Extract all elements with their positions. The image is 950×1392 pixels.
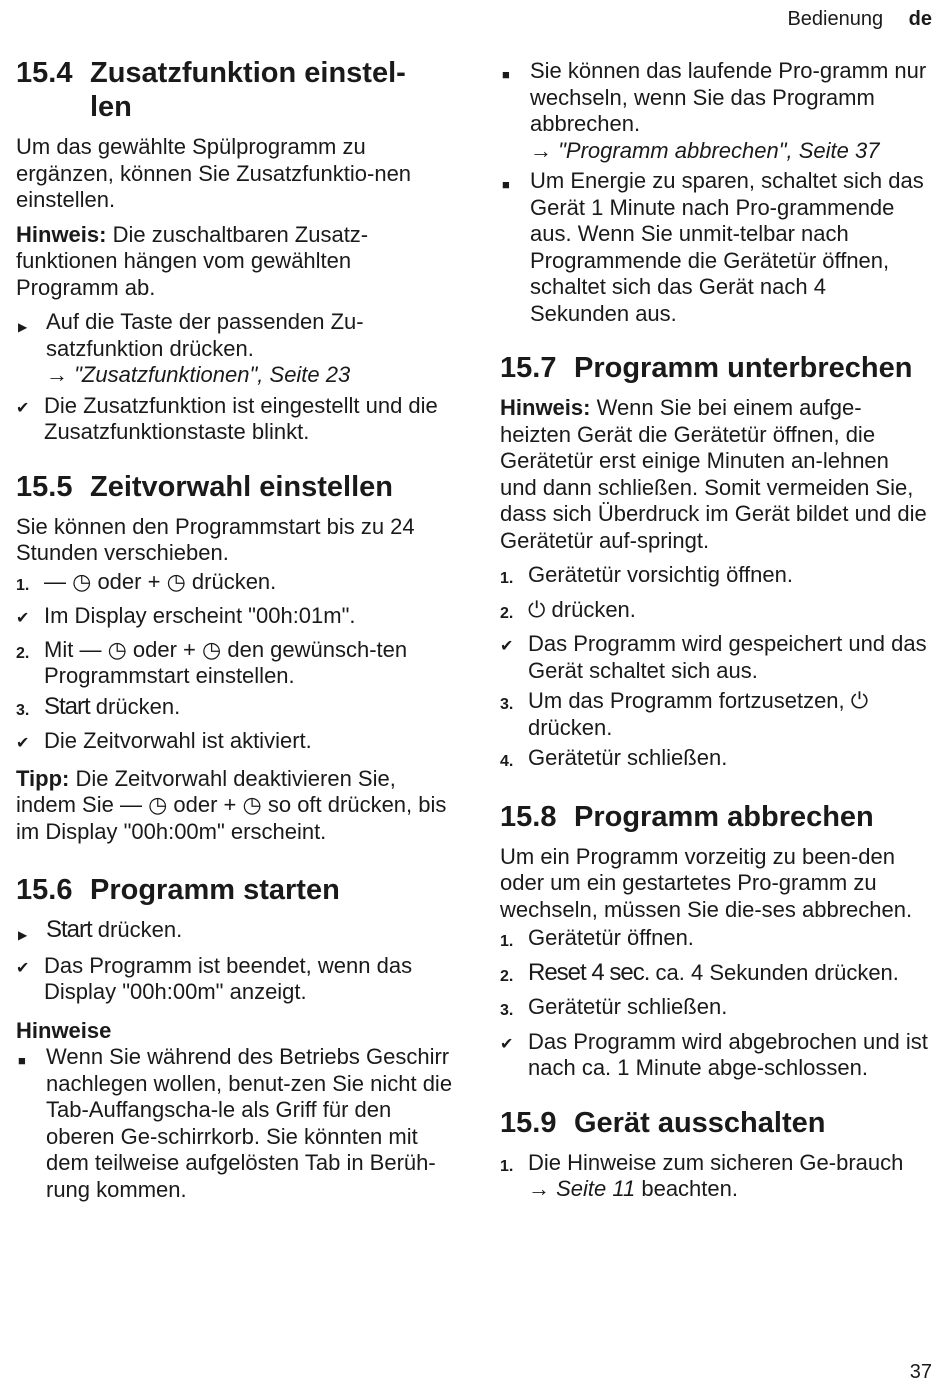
square-bullet-icon: ■ bbox=[502, 67, 510, 82]
check-icon: ✔ bbox=[16, 610, 30, 627]
check-icon: ✔ bbox=[16, 399, 30, 417]
power-icon: ⏻ bbox=[850, 688, 869, 713]
hint-paragraph: Hinweis: Die zuschaltbaren Zusatz-funktionen hängen vom gewählten Programm ab. bbox=[16, 221, 369, 300]
header-language: de bbox=[908, 8, 932, 30]
minus-icon: — bbox=[44, 568, 66, 594]
plus-icon: + bbox=[183, 636, 196, 662]
step-item: 3. Um das Programm fortzusetzen, ⏻ drücken. bbox=[500, 688, 869, 740]
result-item: ✔ Das Programm wird abgebrochen und ist nach ca. 1 Minute abge-schlossen. bbox=[500, 1028, 928, 1080]
paragraph: Um ein Programm vorzeitig zu been-den oder um ein gestartetes Pro-gramm zu wechseln, müssen Sie die-ses abbrechen. bbox=[500, 843, 913, 922]
step-item: 4. Gerätetür schließen. bbox=[500, 745, 728, 770]
right-column bbox=[500, 58, 930, 1207]
arrow-right-icon: → bbox=[528, 1176, 557, 1201]
check-icon: ✔ bbox=[16, 735, 30, 752]
heading-15-6: 15.6 Programm starten bbox=[16, 874, 340, 906]
step-item: 3. Start drücken. bbox=[16, 692, 181, 720]
clock-icon: ◷ bbox=[107, 636, 127, 662]
plus-icon: + bbox=[223, 792, 237, 817]
notes-title: Hinweise bbox=[16, 1017, 112, 1043]
step-item: 1. Gerätetür vorsichtig öffnen. bbox=[500, 562, 793, 587]
minus-icon: — bbox=[79, 636, 102, 662]
start-key-label: Start bbox=[46, 916, 92, 943]
arrow-right-icon: → bbox=[530, 137, 559, 163]
power-icon: ⏻ bbox=[528, 596, 546, 622]
plus-icon: + bbox=[147, 568, 161, 594]
step-item: 2. Mit — ◷ oder + ◷ den gewünsch-ten Programmstart einstellen. bbox=[16, 636, 408, 688]
note-item: ■ Um Energie zu sparen, schaltet sich das Gerät 1 Minute nach Pro-grammende aus. Wenn Sie unmit-telbar nach Programmende die Gerätetür öffnen, schaltet sich das Gerät nach 4 Sekunden aus. bbox=[502, 168, 924, 326]
section-title: Zusatzfunktion einstel- len bbox=[90, 57, 406, 123]
triangle-right-icon: ▶ bbox=[18, 320, 28, 334]
step-item: 1. Gerätetür öffnen. bbox=[500, 925, 694, 950]
arrow-right-icon: → bbox=[46, 362, 75, 387]
minus-icon: — bbox=[119, 792, 142, 817]
paragraph: Sie können den Programmstart bis zu 24 Stunden verschieben. bbox=[16, 513, 415, 565]
clock-icon: ◷ bbox=[202, 636, 222, 662]
result-item: ✔ Das Programm ist beendet, wenn das Display "00h:00m" anzeigt. bbox=[16, 952, 413, 1004]
left-column bbox=[16, 56, 456, 1207]
step-item: 2. Reset 4 sec. ca. 4 Sekunden drücken. bbox=[500, 958, 899, 986]
step-item: 3. Gerätetür schließen. bbox=[500, 994, 728, 1019]
section-number: 15.4 bbox=[16, 57, 73, 89]
heading-15-7: 15.7 Programm unterbrechen bbox=[500, 352, 913, 384]
note-item: ■ Wenn Sie während des Betriebs Geschirr nachlegen wollen, benut-zen Sie nicht die Tab-Auffangscha-le als Griff für den oberen Ge-schirrkorb. Sie könnten mit dem teilweise aufgelösten Tab in Berüh-rung kommen. bbox=[18, 1044, 453, 1202]
page-header bbox=[787, 8, 932, 31]
check-icon: ✔ bbox=[500, 638, 514, 655]
check-icon: ✔ bbox=[500, 1035, 514, 1053]
result-item: ✔ Die Zusatzfunktion ist eingestellt und die Zusatzfunktionstaste blinkt. bbox=[16, 392, 438, 444]
square-bullet-icon: ■ bbox=[18, 1053, 26, 1068]
triangle-right-icon: ▶ bbox=[18, 928, 28, 942]
clock-icon: ◷ bbox=[242, 792, 262, 817]
cross-reference[interactable]: "Zusatzfunktionen", Seite 23 bbox=[74, 362, 351, 387]
clock-icon: ◷ bbox=[72, 568, 92, 594]
cross-reference[interactable]: Seite 11 bbox=[556, 1176, 636, 1201]
check-icon: ✔ bbox=[16, 959, 30, 977]
start-key-label: Start bbox=[44, 692, 90, 720]
clock-icon: ◷ bbox=[148, 792, 168, 817]
heading-15-8: 15.8 Programm abbrechen bbox=[500, 800, 874, 833]
result-item: ✔ Im Display erscheint "00h:01m". bbox=[16, 603, 456, 633]
hint-paragraph: Hinweis: Wenn Sie bei einem aufge-heizten Gerät die Gerätetür öffnen, die Gerätetür erst einige Minuten an-lehnen und dann schließen. Somit vermeiden Sie, dass sich Überdruck im Gerät bildet und die Gerätetür auf-springt. bbox=[500, 395, 927, 553]
header-section: Bedienung bbox=[787, 8, 884, 30]
heading-15-4 bbox=[16, 56, 456, 124]
step-item: ▶ Start drücken. bbox=[16, 917, 456, 949]
heading-15-5: 15.5 Zeitvorwahl einstellen bbox=[16, 470, 393, 503]
cross-reference[interactable]: "Programm abbrechen", Seite 37 bbox=[558, 137, 880, 163]
note-item: ■ Sie können das laufende Pro-gramm nur wechseln, wenn Sie das Programm abbrechen. → "Programm abbrechen", Seite 37 bbox=[502, 58, 927, 163]
result-item: ✔ Das Programm wird gespeichert und das Gerät schaltet sich aus. bbox=[500, 631, 927, 683]
heading-15-9: 15.9 Gerät ausschalten bbox=[500, 1106, 826, 1139]
clock-icon: ◷ bbox=[166, 568, 186, 594]
step-item: ▶ Auf die Taste der passenden Zu-satzfunktion drücken. → "Zusatzfunktionen", Seite 23 bbox=[18, 309, 364, 387]
square-bullet-icon: ■ bbox=[502, 177, 510, 192]
step-item: 1. Die Hinweise zum sicheren Ge-brauch → Seite 11 beachten. bbox=[500, 1149, 904, 1201]
tip-paragraph: Tipp: Die Zeitvorwahl deaktivieren Sie, indem Sie — ◷ oder + ◷ so oft drücken, bis im Display "00h:00m" erscheint. bbox=[16, 765, 447, 844]
paragraph: Um das gewählte Spülprogramm zu ergänzen, können Sie Zusatzfunktio-nen einstellen. bbox=[16, 134, 412, 212]
reset-key-label: Reset 4 sec. bbox=[528, 958, 650, 986]
result-item: ✔ Die Zeitvorwahl ist aktiviert. bbox=[16, 728, 456, 758]
step-item: 1. — ◷ oder + ◷ drücken. bbox=[16, 568, 277, 594]
page-number: 37 bbox=[909, 1361, 932, 1383]
step-item: 2. ⏻ drücken. bbox=[500, 596, 636, 622]
